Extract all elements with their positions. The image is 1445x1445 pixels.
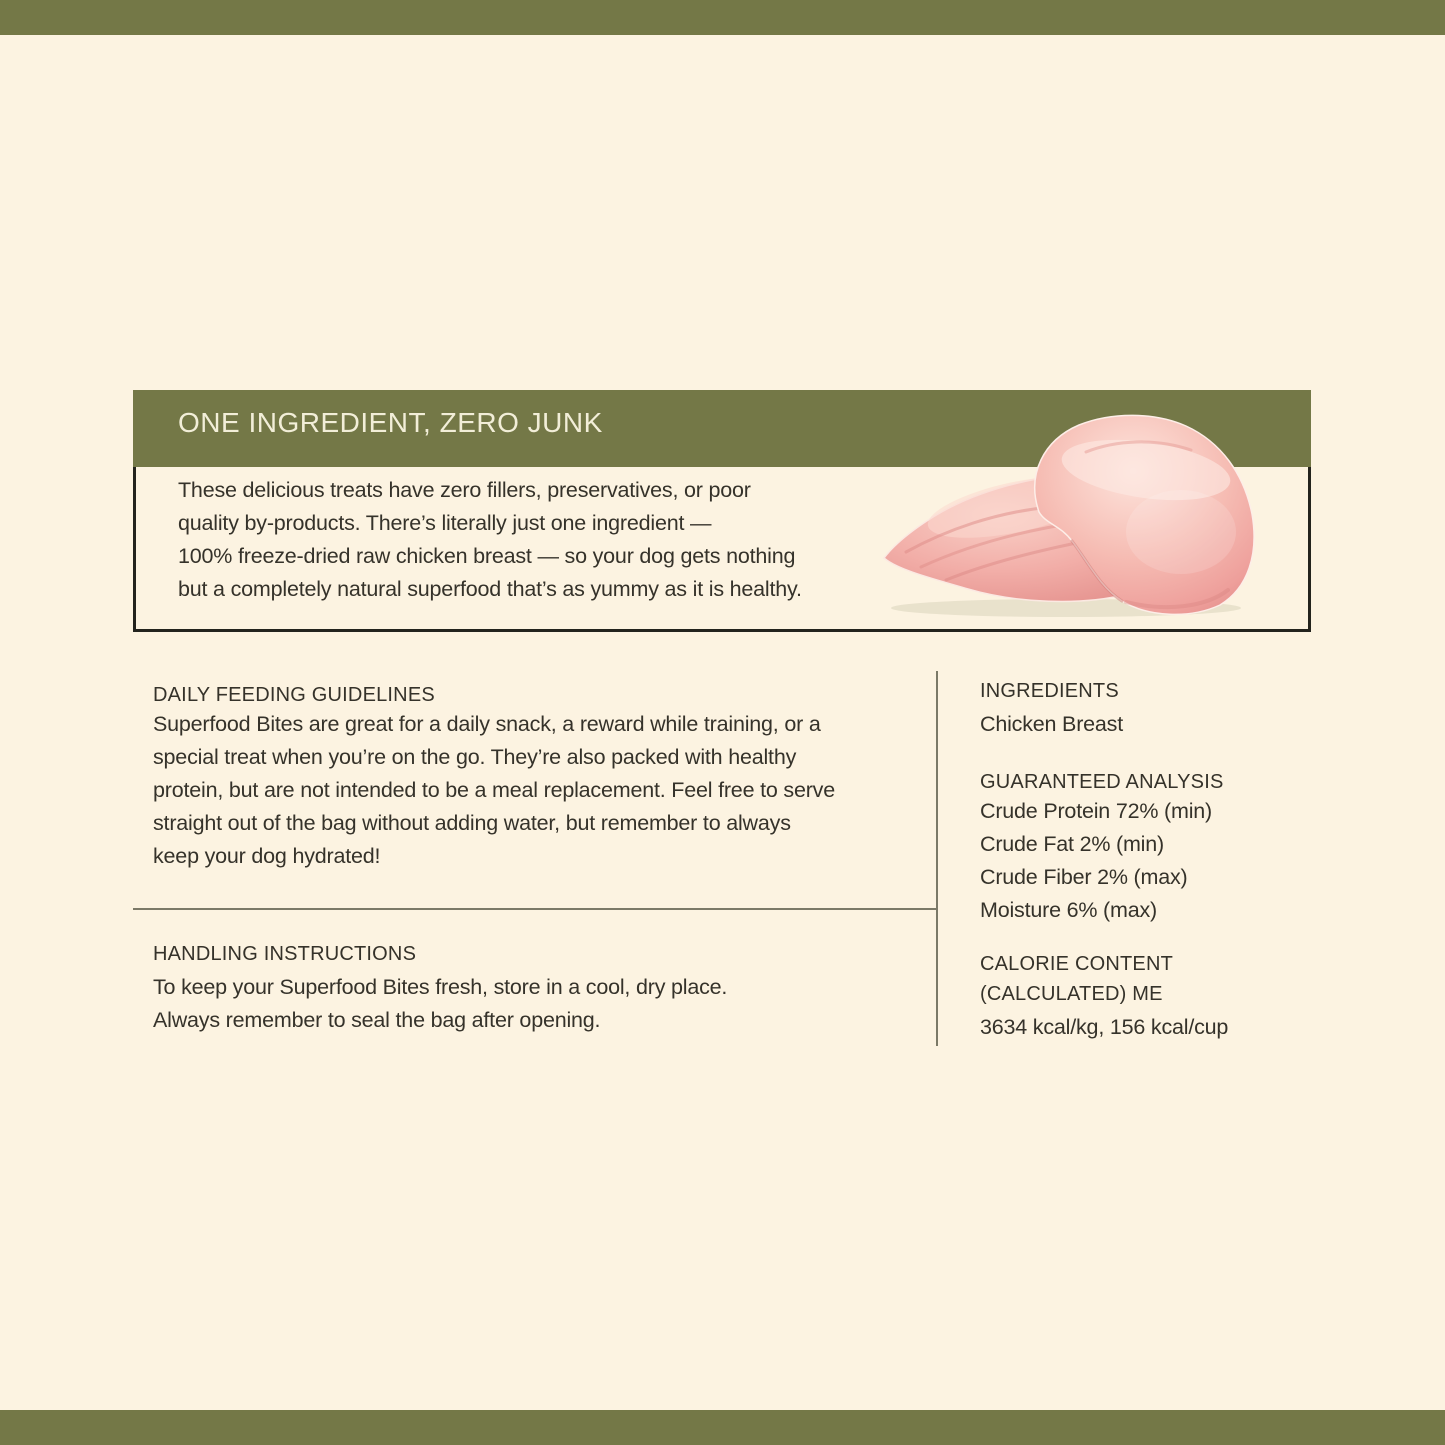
- handling-instructions-line: Always remember to seal the bag after opening.: [153, 1008, 601, 1032]
- feeding-guidelines-line: Superfood Bites are great for a daily snack, a reward while training, or a: [153, 712, 821, 736]
- calorie-content-heading: CALORIE CONTENT: [980, 953, 1174, 975]
- hero-title: ONE INGREDIENT, ZERO JUNK: [178, 407, 603, 438]
- calorie-content-value-line: 3634 kcal/kg, 156 kcal/cup: [980, 1015, 1229, 1039]
- feeding-guidelines-heading: DAILY FEEDING GUIDELINES: [153, 684, 435, 706]
- section-divider-horizontal: [133, 908, 936, 910]
- handling-instructions-heading: HANDLING INSTRUCTIONS: [153, 943, 417, 965]
- column-divider-vertical: [936, 671, 938, 1046]
- feeding-guidelines-line: special treat when you’re on the go. They’re also packed with healthy: [153, 745, 797, 769]
- analysis-row: Moisture 6% (max): [980, 898, 1157, 922]
- feeding-guidelines-line: straight out of the bag without adding water, but remember to always: [153, 811, 791, 835]
- top-accent-bar: [0, 0, 1445, 35]
- handling-instructions-line: To keep your Superfood Bites fresh, store in a cool, dry place.: [153, 975, 728, 999]
- raw-chicken-breast-svg: [876, 412, 1268, 618]
- analysis-row: Crude Fiber 2% (max): [980, 865, 1188, 889]
- ingredients-value: Chicken Breast: [980, 712, 1123, 736]
- calorie-content-subheading: (CALCULATED) ME: [980, 983, 1163, 1005]
- hero-description-line: quality by-products. There’s literally just one ingredient —: [178, 511, 712, 535]
- feeding-guidelines-line: protein, but are not intended to be a meal replacement. Feel free to serve: [153, 778, 835, 802]
- raw-chicken-breast-image: [876, 412, 1268, 618]
- hero-description: [178, 474, 898, 606]
- guaranteed-analysis-heading: GUARANTEED ANALYSIS: [980, 771, 1224, 793]
- guaranteed-analysis-rows: [980, 795, 1212, 927]
- hero-description-line: 100% freeze-dried raw chicken breast — so your dog gets nothing: [178, 544, 796, 568]
- analysis-row: Crude Protein 72% (min): [980, 799, 1212, 823]
- calorie-content-value: [980, 1011, 1228, 1044]
- hero-description-line: These delicious treats have zero fillers, preservatives, or poor: [178, 478, 751, 502]
- feeding-guidelines-text: [153, 708, 835, 873]
- handling-instructions-text: [153, 971, 727, 1037]
- ingredients-heading: INGREDIENTS: [980, 680, 1119, 702]
- ingredients-block: [980, 675, 1123, 741]
- analysis-row: Crude Fat 2% (min): [980, 832, 1164, 856]
- bottom-accent-bar: [0, 1410, 1445, 1445]
- hero-description-line: but a completely natural superfood that’s as yummy as it is healthy.: [178, 577, 802, 601]
- feeding-guidelines-line: keep your dog hydrated!: [153, 844, 381, 868]
